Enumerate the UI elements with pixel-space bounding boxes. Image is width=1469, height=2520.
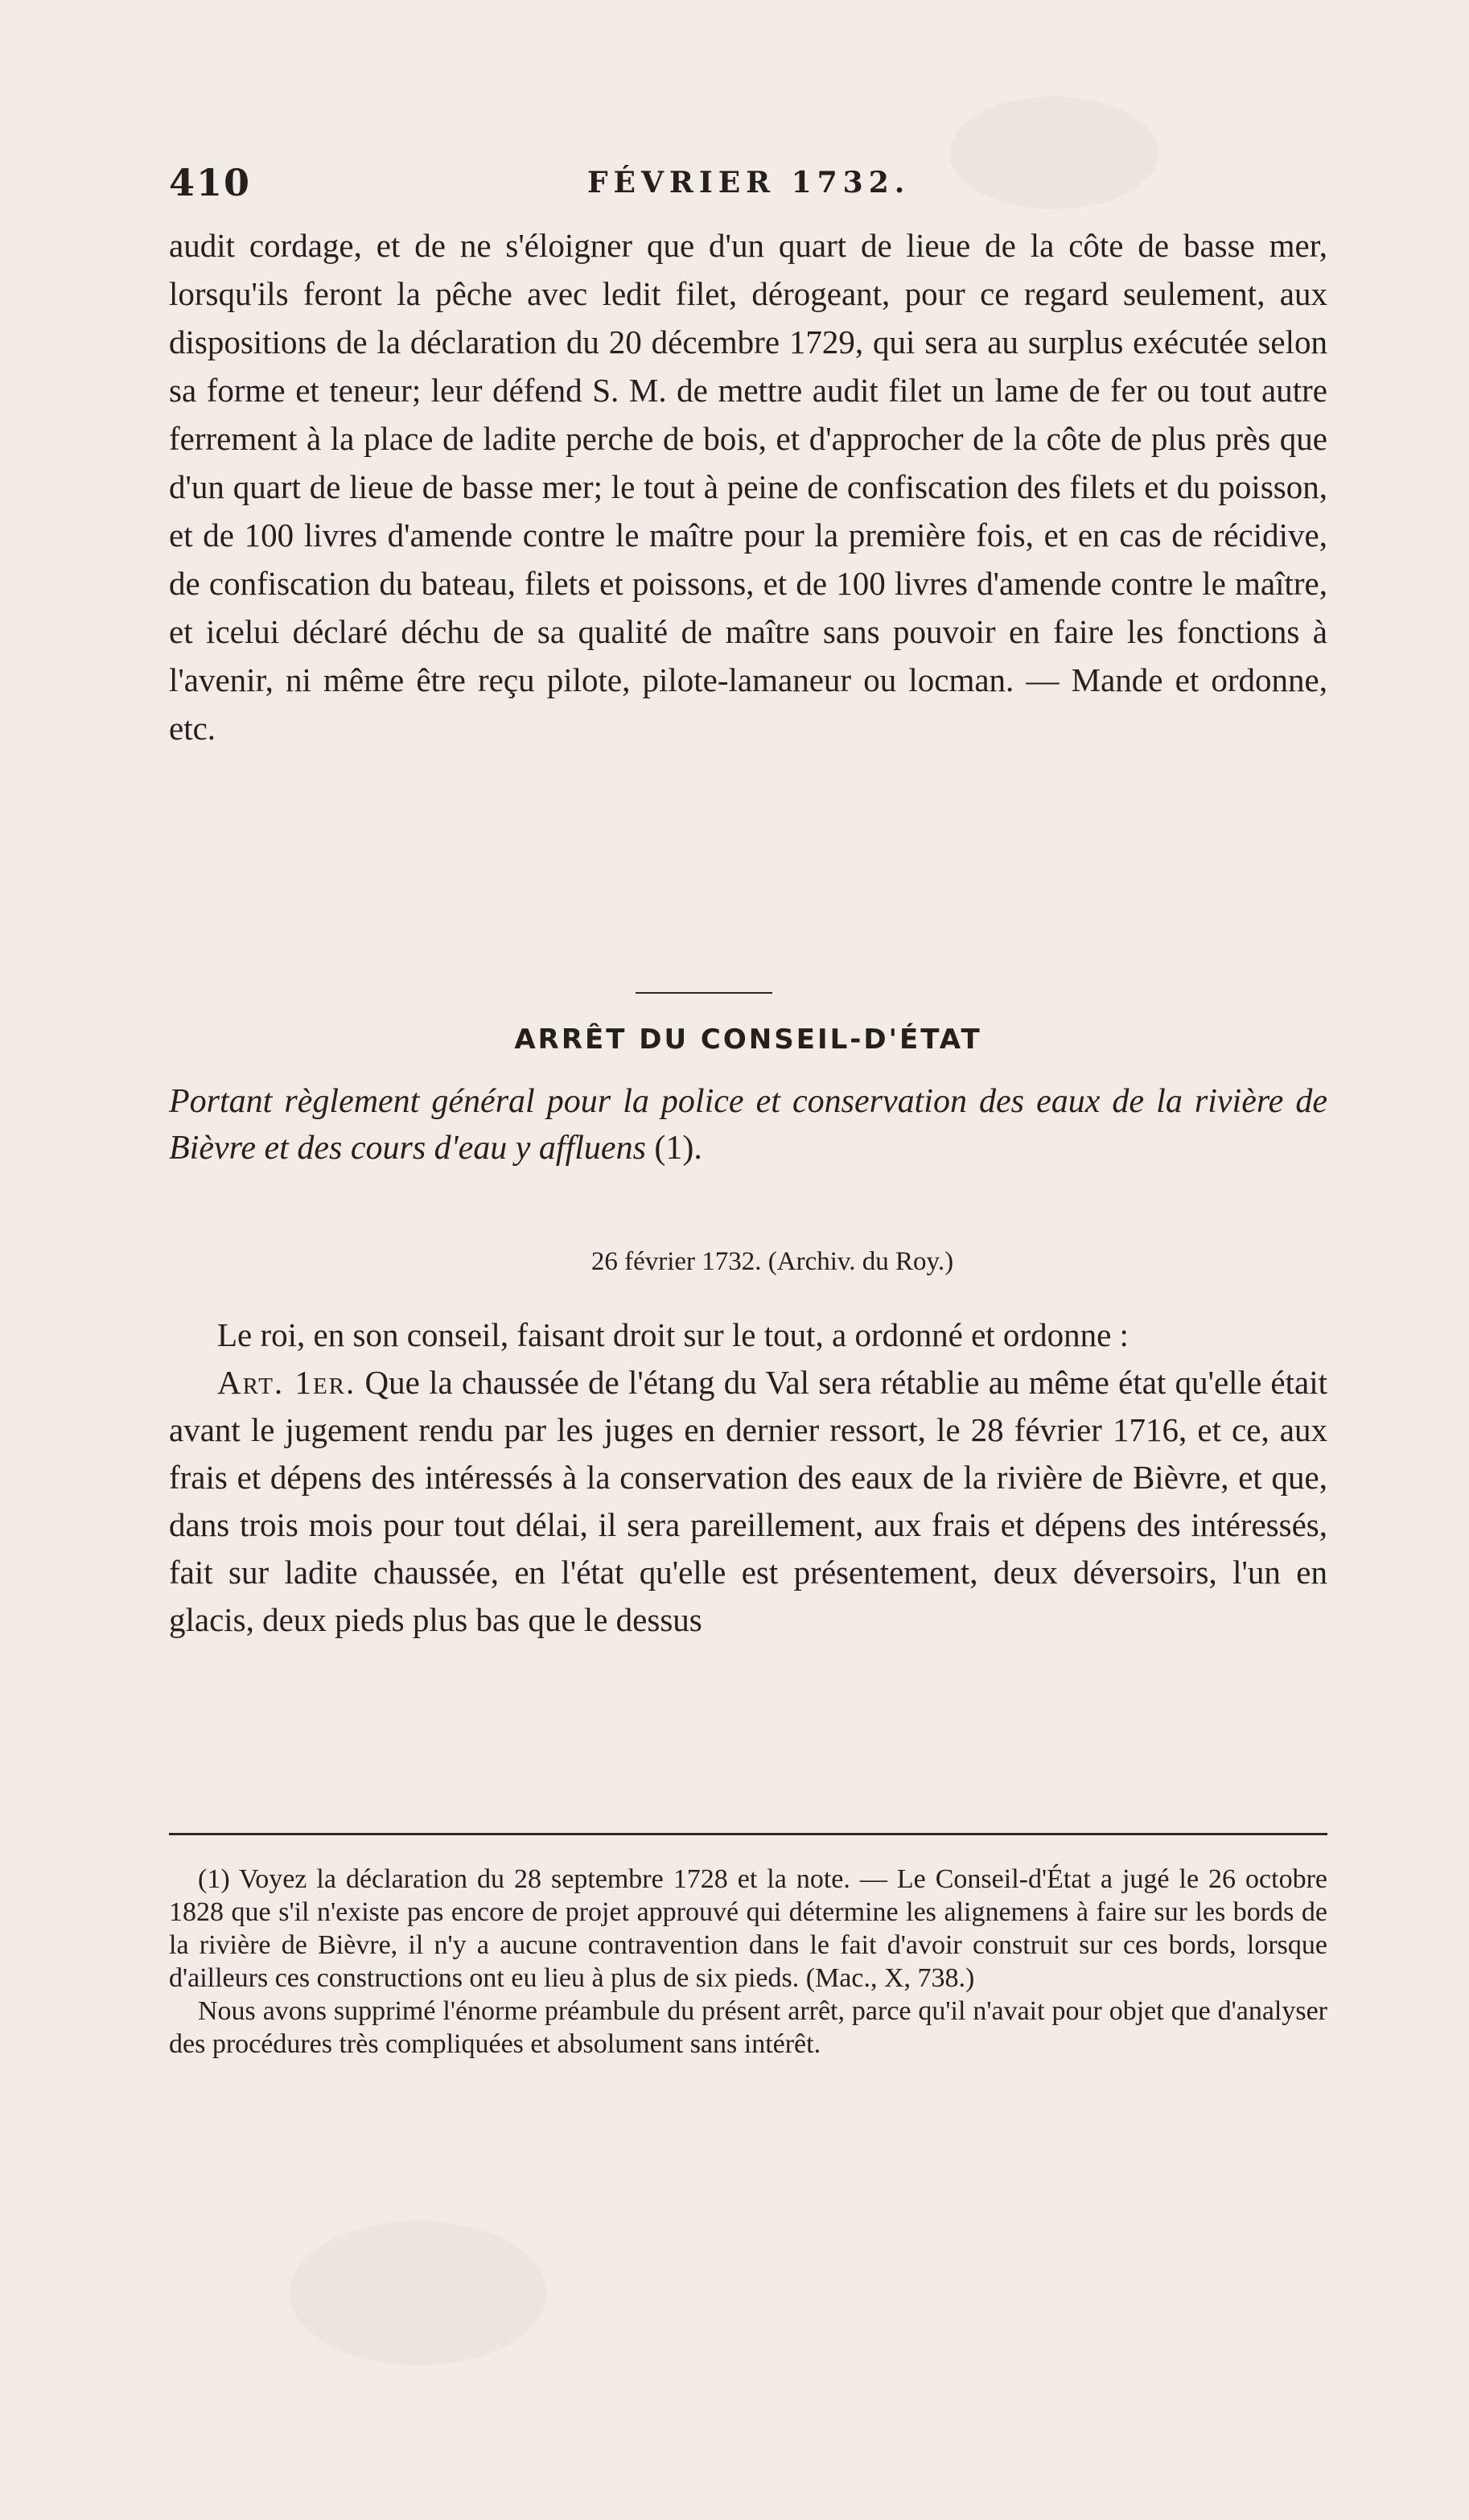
footnotes (169, 1863, 1327, 2061)
footnote-2: Nous avons supprimé l'énorme préambule du présent arrêt, parce qu'il n'avait pour objet que d'analyser des procédures très compliquées et absolument sans intérêt. (169, 1996, 1327, 2059)
page-header (169, 161, 1327, 209)
continuation-paragraph: audit cordage, et de ne s'éloigner que d'un quart de lieue de la côte de basse mer, lorsqu'ils feront la pêche avec ledit filet, dérogeant, pour ce regard seulement, aux dispositions de la déclaration du 20 décembre 1729, qui sera au surplus exécutée selon sa forme et teneur; leur défend S. M. de mettre audit filet un lame de fer ou tout autre ferrement à la place de ladite perche de bois, et d'approcher de la côte de plus près que d'un quart de lieue de basse mer; le tout à peine de confiscation des filets et du poisson, et de 100 livres d'amende contre le maître pour la première fois, et en cas de récidive, de confiscation du bateau, filets et poissons, et de 100 livres d'amende contre le maître, et icelui déclaré déchu de sa qualité de maître sans pouvoir en faire les fonctions à l'avenir, ni même être reçu pilote, pilote-lamaneur ou locman. — Mande et ordonne, etc. (169, 227, 1327, 747)
footnote-rule (169, 1833, 1327, 1835)
running-head: FÉVRIER 1732. (587, 166, 911, 200)
paper-stain (290, 2221, 547, 2366)
footnote-1: (1) Voyez la déclaration du 28 septembre 1728 et la note. — Le Conseil-d'État a jugé le 26 octobre 1828 que s'il n'existe pas encore de projet approuvé qui détermine les alignemens à faire sur les bords de la rivière de Bièvre, il n'y a aucune contravention dans le fait d'avoir construit sur ces bords, lorsque d'ailleurs ces constructions ont eu lieu à plus de six pieds. (Mac., X, 738.) (169, 1864, 1327, 1993)
decree-text (169, 1311, 1327, 1644)
subtitle-text: Portant règlement général pour la police et conservation des eaux de la rivière de Bièvre et des cours d'eau y affluens (169, 1083, 1327, 1167)
dateline: 26 février 1732. (Archiv. du Roy.) (590, 1247, 954, 1276)
continuation-text (169, 221, 1327, 752)
section-subtitle (169, 1078, 1327, 1171)
section-separator (636, 992, 772, 994)
decree-preamble: Le roi, en son conseil, faisant droit sur le tout, a ordonné et ordonne : (217, 1316, 1129, 1353)
section-title: ARRÊT DU CONSEIL-D'ÉTAT (514, 1023, 982, 1056)
page-number: 410 (169, 161, 252, 204)
article-1 (169, 1359, 1327, 1644)
article-text: Que la chaussée de l'étang du Val sera rétablie au même état qu'elle était avant le jugement rendu par les juges en dernier ressort, le 28 février 1716, et ce, aux frais et dépens des intéressés à la conservation des eaux de la rivière de Bièvre, et que, dans trois mois pour tout délai, il sera pareillement, aux frais et dépens des intéressés, fait sur ladite chaussée, en l'état qu'elle est présentement, deux déversoirs, l'un en glacis, deux pieds plus bas que le dessus (169, 1364, 1328, 1638)
footnote-reference: (1). (654, 1130, 702, 1167)
article-label: Art. 1er. (217, 1364, 356, 1401)
